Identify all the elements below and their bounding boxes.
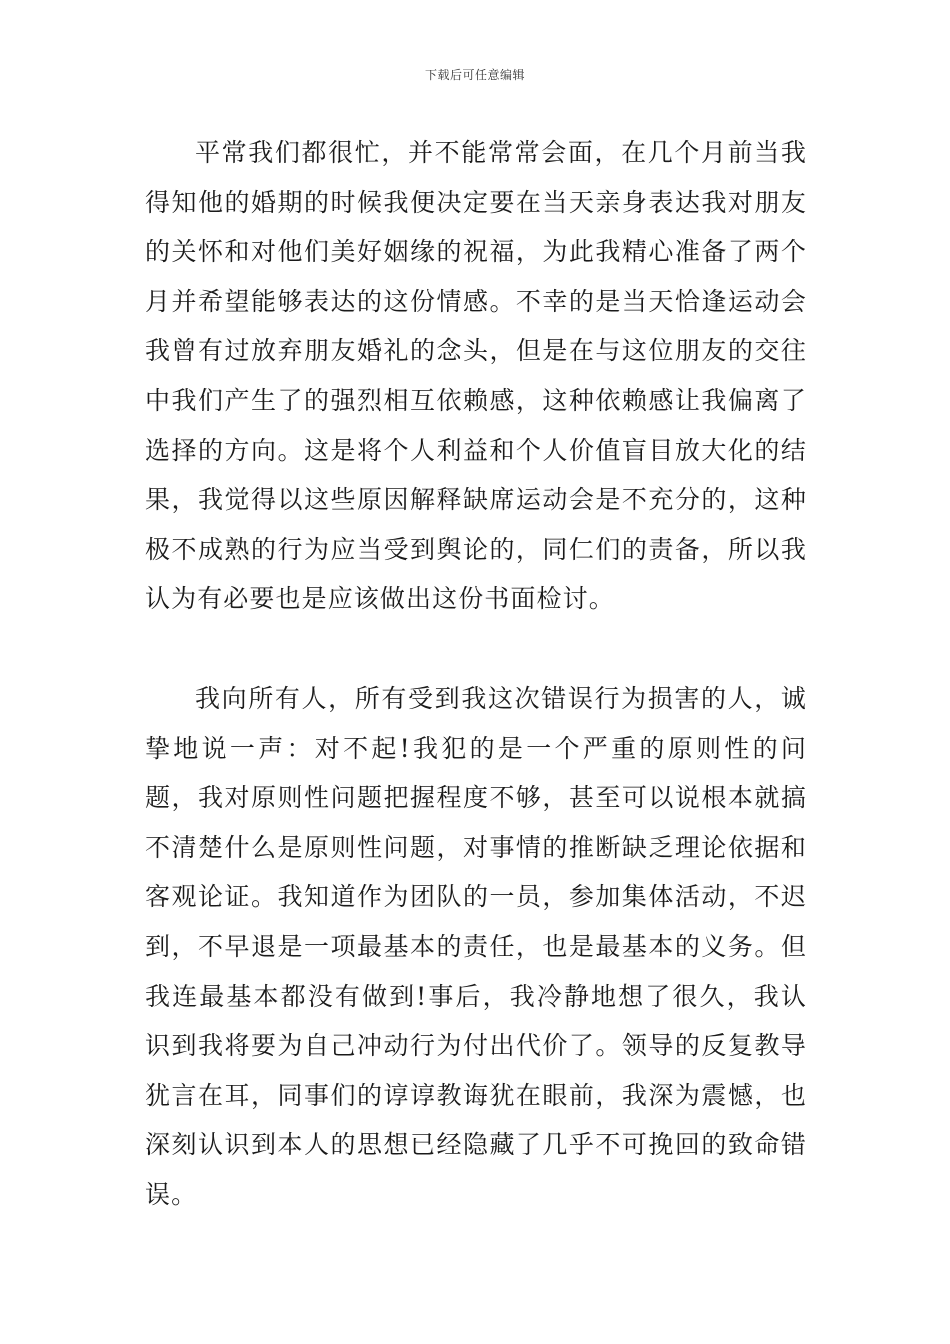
paragraph-2: 我向所有人，所有受到我这次错误行为损害的人，诚挚地说一声：对不起!我犯的是一个严重的原则性的问题，我对原则性问题把握程度不够，甚至可以说根本就搞不清楚什么是原则性问题，对事情的推断缺乏理论依据和客观论证。我知道作为团队的一员，参加集体活动，不迟到，不早退是一项最基本的责任，也是最基本的义务。但我连最基本都没有做到!事后，我冷静地想了很久，我认识到我将要为自己冲动行为付出代价了。领导的反复教导犹言在耳，同事们的谆谆教诲犹在眼前，我深为震憾，也深刻认识到本人的思想已经隐藏了几乎不可挽回的致命错误。 (145, 684, 807, 1209)
header-note: 下载后可任意编辑 (424, 68, 525, 82)
paragraph-1: 平常我们都很忙，并不能常常会面，在几个月前当我得知他的婚期的时候我便决定要在当天亲身表达我对朋友的关怀和对他们美好姻缘的祝福，为此我精心准备了两个月并希望能够表达的这份情感。不幸的是当天恰逢运动会我曾有过放弃朋友婚礼的念头，但是在与这位朋友的交往中我们产生了的强烈相互依赖感，这种依赖感让我偏离了选择的方向。这是将个人利益和个人价值盲目放大化的结果，我觉得以这些原因解释缺席运动会是不充分的，这种极不成熟的行为应当受到舆论的，同仁们的责备，所以我认为有必要也是应该做出这份书面检讨。 (145, 138, 807, 614)
